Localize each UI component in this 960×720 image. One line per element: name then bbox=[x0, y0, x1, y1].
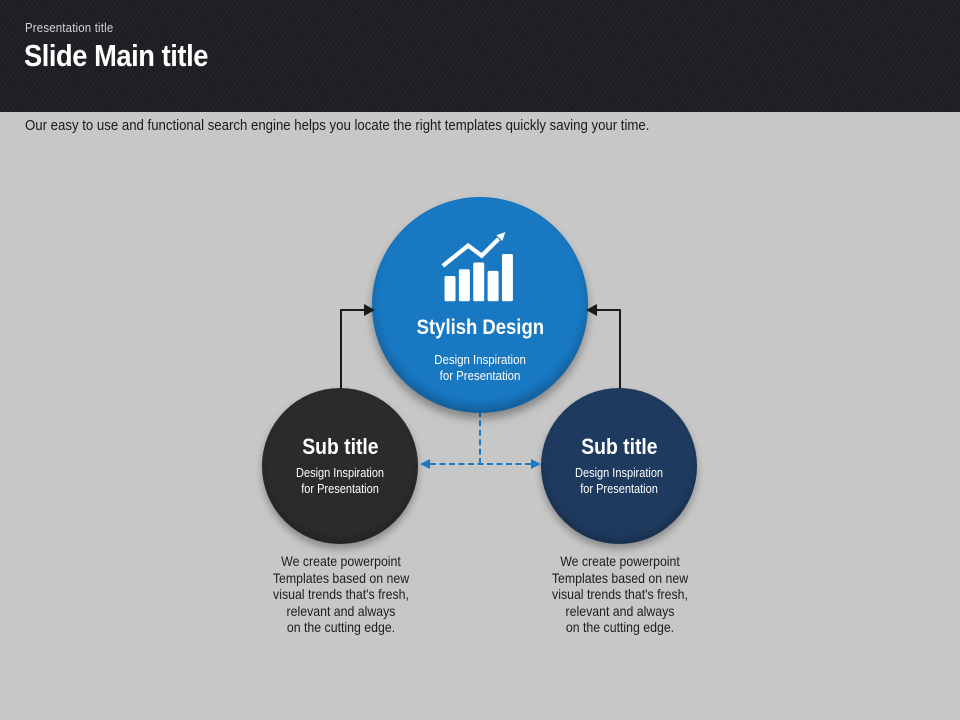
caption-line: relevant and always bbox=[286, 602, 396, 619]
right-circle-subtitle bbox=[569, 466, 669, 497]
slide-main-title-text: Slide Main title bbox=[24, 38, 208, 73]
left-circle-subtitle-line1: Design Inspiration bbox=[295, 466, 385, 480]
left-circle-subtitle-line2: for Presentation bbox=[301, 481, 379, 496]
caption-line: Templates based on new bbox=[551, 569, 689, 586]
presentation-pretitle-text: Presentation title bbox=[25, 20, 114, 35]
caption-right bbox=[525, 553, 715, 636]
dashed-vertical-line bbox=[479, 411, 481, 464]
left-circle-title-text: Sub title bbox=[301, 434, 379, 459]
dashed-arrowhead-left-icon bbox=[420, 459, 430, 469]
slide-subtitle-text: Our easy to use and functional search engine helps you locate the right templates quickly saving your time. bbox=[25, 117, 650, 134]
right-circle-subtitle-line1: Design Inspiration bbox=[574, 466, 664, 480]
right-circle bbox=[541, 388, 697, 544]
main-circle-title-text: Stylish Design bbox=[416, 316, 544, 339]
slide-main-title bbox=[24, 38, 233, 74]
left-circle-subtitle bbox=[290, 466, 390, 497]
arrowhead-right-icon bbox=[364, 304, 375, 316]
caption-left bbox=[246, 553, 436, 636]
main-circle-subtitle-line1: Design Inspiration bbox=[434, 352, 526, 367]
connector-right-vertical-line bbox=[619, 310, 621, 392]
caption-line: on the cutting edge. bbox=[286, 619, 396, 635]
left-circle-title bbox=[297, 434, 384, 460]
dashed-horizontal-line bbox=[430, 463, 531, 465]
slide-subtitle bbox=[25, 117, 735, 134]
connector-left-vertical-line bbox=[340, 310, 342, 392]
right-circle-title bbox=[576, 434, 663, 460]
dashed-arrowhead-right-icon bbox=[531, 459, 541, 469]
presentation-pretitle bbox=[25, 20, 125, 35]
caption-line: relevant and always bbox=[565, 602, 675, 619]
left-circle bbox=[262, 388, 418, 544]
connector-left-horizontal-line bbox=[340, 309, 366, 311]
caption-line: on the cutting edge. bbox=[565, 619, 675, 635]
caption-line: We create powerpoint bbox=[281, 553, 401, 569]
bar-chart-trend-icon bbox=[436, 227, 524, 308]
main-circle-title bbox=[408, 316, 553, 340]
caption-line: visual trends that's fresh, bbox=[273, 586, 409, 602]
main-circle bbox=[372, 197, 588, 413]
connector-right-horizontal-line bbox=[595, 309, 621, 311]
right-circle-title-text: Sub title bbox=[580, 434, 658, 459]
caption-line: We create powerpoint bbox=[560, 553, 680, 569]
right-circle-subtitle-line2: for Presentation bbox=[580, 481, 658, 496]
caption-line: Templates based on new bbox=[272, 569, 410, 586]
main-circle-subtitle bbox=[428, 352, 532, 384]
arrowhead-left-icon bbox=[586, 304, 597, 316]
main-circle-subtitle-line2: for Presentation bbox=[439, 368, 521, 383]
slide-header bbox=[0, 0, 960, 112]
caption-line: visual trends that's fresh, bbox=[552, 586, 688, 602]
